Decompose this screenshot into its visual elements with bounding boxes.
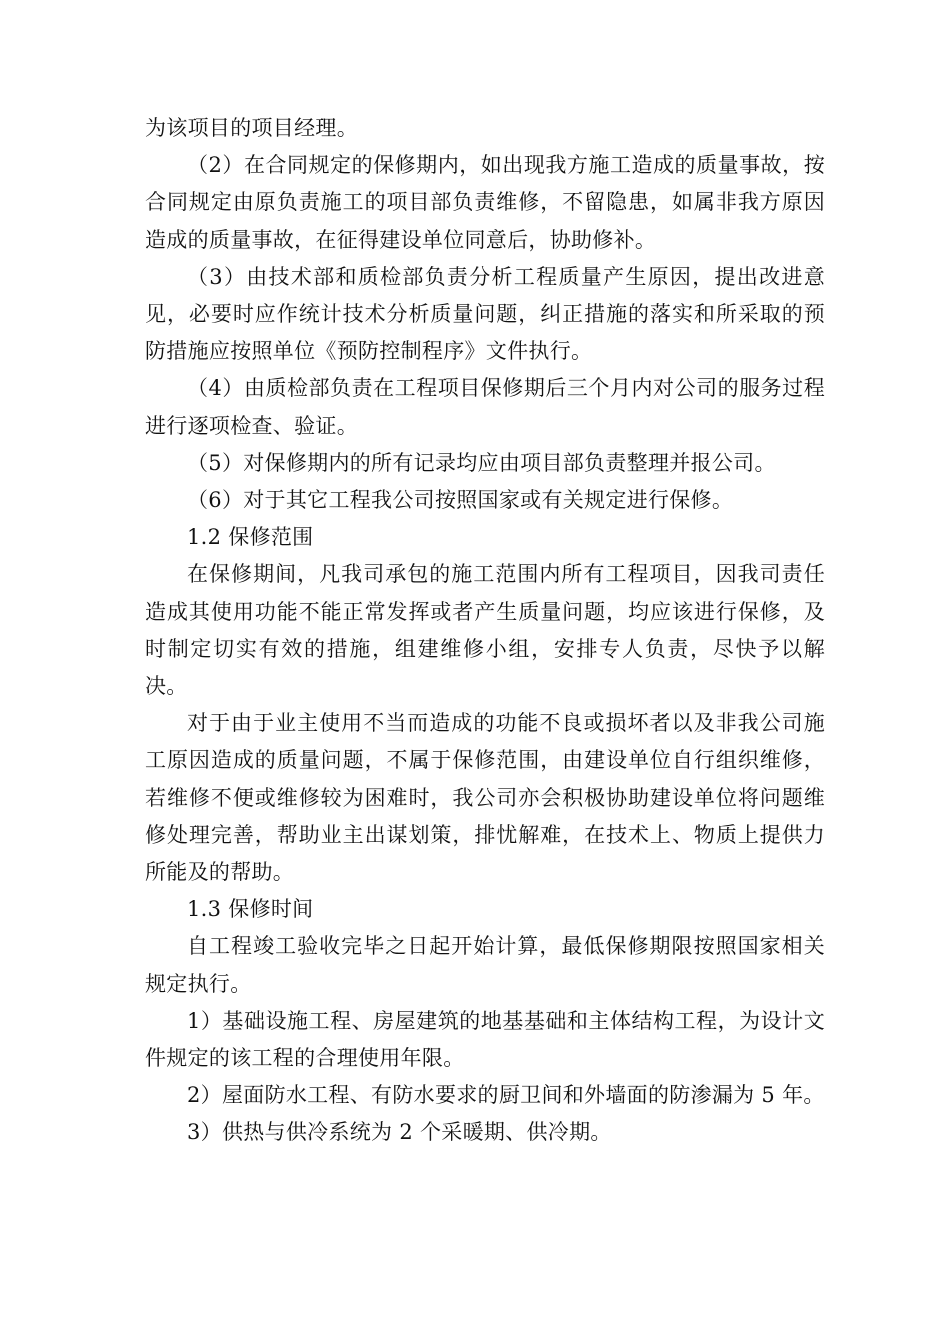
paragraph-item-2: （2）在合同规定的保修期内，如出现我方施工造成的质量事故，按合同规定由原负责施工的项目部负责维修，不留隐患，如属非我方原因造成的质量事故，在征得建设单位同意后，协助修补。 — [145, 153, 825, 252]
paragraph-item-6: （6）对于其它工程我公司按照国家或有关规定进行保修。 — [187, 488, 734, 513]
paragraph-scope-1: 在保修期间，凡我司承包的施工范围内所有工程项目，因我司责任造成其使用功能不能正常发挥或者产生质量问题，均应该进行保修，及时制定切实有效的措施，组建维修小组，安排专人负责，尽快予以解决。 — [145, 562, 825, 699]
paragraph-time-item-2: 2）屋面防水工程、有防水要求的厨卫间和外墙面的防渗漏为 5 年。 — [187, 1083, 825, 1108]
section-heading-1-3: 1.3 保修时间 — [187, 897, 314, 922]
paragraph-scope-2: 对于由于业主使用不当而造成的功能不良或损坏者以及非我公司施工原因造成的质量问题，不属于保修范围，由建设单位自行组织维修，若维修不便或维修较为困难时，我公司亦会积极协助建设单位将问题维修处理完善，帮助业主出谋划策，排忧解难，在技术上、物质上提供力所能及的帮助。 — [145, 711, 825, 885]
document-body — [145, 110, 825, 1152]
paragraph-item-5: （5）对保修期内的所有记录均应由项目部负责整理并报公司。 — [187, 450, 776, 475]
paragraph-time-item-3: 3）供热与供冷系统为 2 个采暖期、供冷期。 — [187, 1120, 612, 1145]
paragraph-item-4: （4）由质检部负责在工程项目保修期后三个月内对公司的服务过程进行逐项检查、验证。 — [145, 376, 825, 438]
section-heading-1-2: 1.2 保修范围 — [187, 525, 314, 550]
paragraph-continuation: 为该项目的项目经理。 — [145, 116, 358, 140]
paragraph-time-item-1: 1）基础设施工程、房屋建筑的地基基础和主体结构工程，为设计文件规定的该工程的合理使用年限。 — [145, 1008, 825, 1071]
paragraph-time-intro: 自工程竣工验收完毕之日起开始计算，最低保修期限按照国家相关规定执行。 — [145, 934, 825, 996]
paragraph-item-3: （3）由技术部和质检部负责分析工程质量产生原因，提出改进意见，必要时应作统计技术分析质量问题，纠正措施的落实和所采取的预防措施应按照单位《预防控制程序》文件执行。 — [145, 264, 825, 364]
